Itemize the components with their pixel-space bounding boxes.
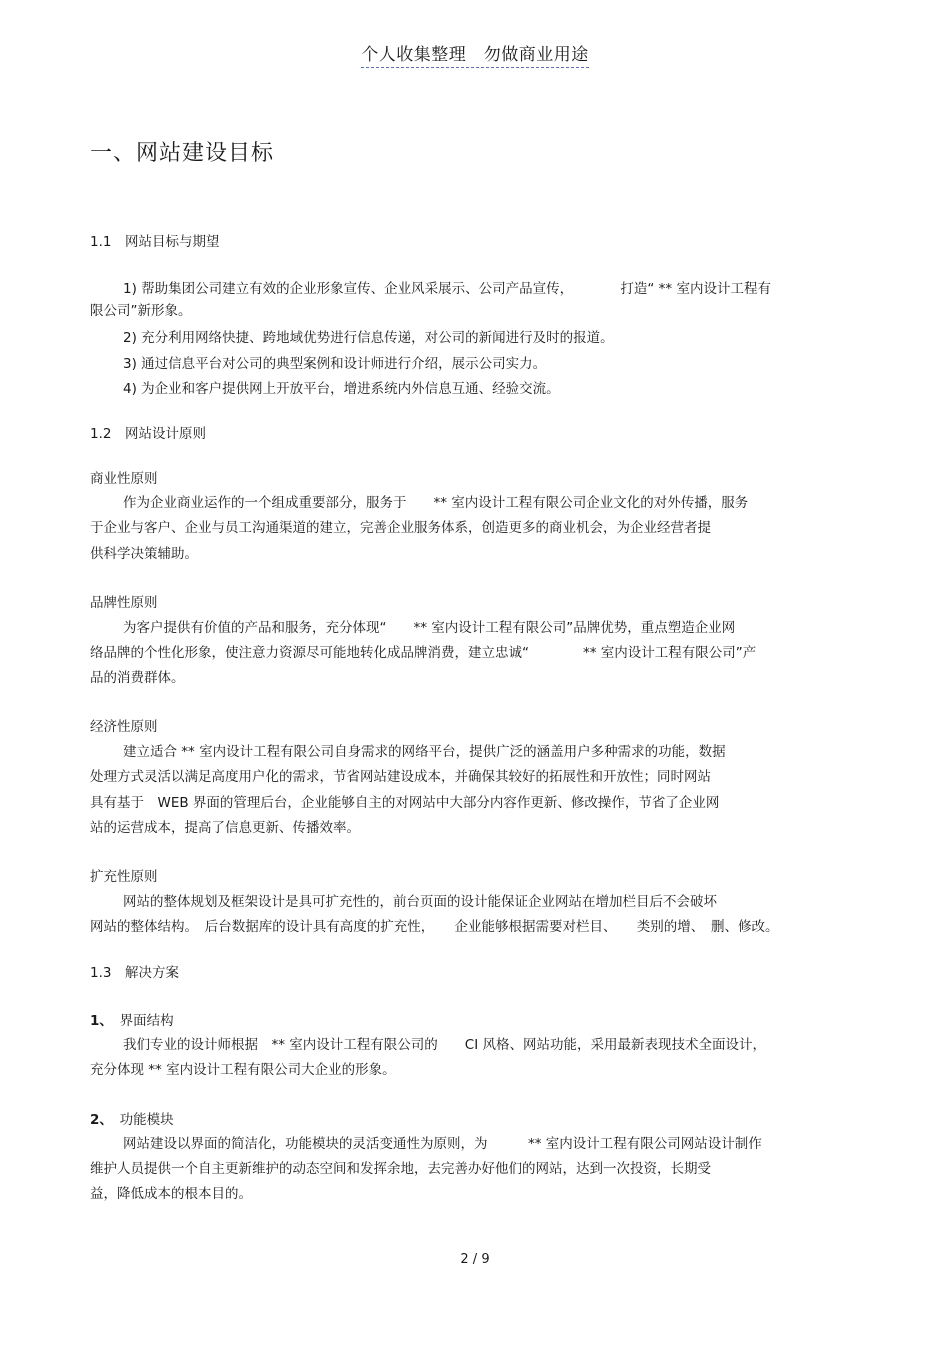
goal-item-3: 3) 通过信息平台对公司的典型案例和设计师进行介绍，展示公司实力。 (123, 356, 547, 372)
solution-item-2-label: 功能模块 (106, 1112, 174, 1128)
principle-label-brand: 品牌性原则 (90, 595, 158, 611)
principle-text-line: 于企业与客户、企业与员工沟通渠道的建立，完善企业服务体系，创造更多的商业机会，为企业经营者提 (90, 520, 711, 536)
goal-item-4: 4) 为企业和客户提供网上开放平台，增进系统内外信息互通、经验交流。 (123, 381, 560, 397)
solution-text-line: 网站建设以界面的简洁化，功能模块的灵活变通性为原则，为 ** 室内设计工程有限公司网站设计制作 (123, 1136, 762, 1152)
principle-text-line: 供科学决策辅助。 (90, 546, 198, 562)
section-heading: 一、网站建设目标 (90, 141, 275, 166)
principle-text-line: 具有基于 WEB 界面的管理后台，企业能够自主的对网站中大部分内容作更新、修改操作，节省了企业网 (90, 795, 720, 811)
solution-text-line: 我们专业的设计师根据 ** 室内设计工程有限公司的 CI 风格、网站功能，采用最新表现技术全面设计， (123, 1037, 766, 1053)
principle-label-economy: 经济性原则 (90, 719, 158, 735)
subsection-title-1-2: 1.2 网站设计原则 (90, 426, 206, 442)
header-text: 个人收集整理 勿做商业用途 (361, 40, 589, 68)
subsection-title-1-3: 1.3 解决方案 (90, 965, 179, 981)
solution-item-1-num: 1、 (90, 1013, 107, 1029)
principle-text-line: 处理方式灵活以满足高度用户化的需求，节省网站建设成本，并确保其较好的拓展性和开放性；同时网站 (90, 769, 711, 785)
goal-item-1: 1) 帮助集团公司建立有效的企业形象宣传、企业风采展示、公司产品宣传， 打造“ ** 室内设计工程有 (123, 281, 771, 297)
goal-item-1-cont: 限公司”新形象。 (90, 303, 192, 319)
principle-text-line: 络品牌的个性化形象，使注意力资源尽可能地转化成品牌消费，建立忠诚“ ** 室内设计工程有限公司”产 (90, 645, 757, 661)
principle-label-commercial: 商业性原则 (90, 471, 158, 487)
solution-item-1-label: 界面结构 (106, 1013, 174, 1029)
principle-text-line: 作为企业商业运作的一个组成重要部分，服务于 ** 室内设计工程有限公司企业文化的对外传播，服务 (123, 495, 749, 511)
solution-text-line: 维护人员提供一个自主更新维护的动态空间和发挥余地，去完善办好他们的网站，达到一次投资，长期受 (90, 1161, 711, 1177)
goal-item-2: 2) 充分利用网络快捷、跨地域优势进行信息传递，对公司的新闻进行及时的报道。 (123, 330, 614, 346)
principle-text-line: 网站的整体规划及框架设计是具可扩充性的，前台页面的设计能保证企业网站在增加栏目后不会破坏 (123, 894, 717, 910)
page-number: 2 / 9 (460, 1252, 490, 1267)
page-header (0, 40, 950, 68)
principle-text-line: 站的运营成本，提高了信息更新、传播效率。 (90, 820, 360, 836)
solution-item-1-heading (90, 1011, 174, 1031)
solution-item-2-heading (90, 1110, 174, 1130)
subsection-title-1-1: 1.1 网站目标与期望 (90, 234, 220, 250)
principle-text-line: 为客户提供有价值的产品和服务，充分体现“ ** 室内设计工程有限公司”品牌优势，重点塑造企业网 (123, 620, 736, 636)
principle-text-line: 品的消费群体。 (90, 670, 185, 686)
principle-text-line: 网站的整体结构。 后台数据库的设计具有高度的扩充性， 企业能够根据需要对栏目、 类别的增、 删、修改。 (90, 919, 779, 935)
principle-text-line: 建立适合 ** 室内设计工程有限公司自身需求的网络平台，提供广泛的涵盖用户多种需求的功能，数据 (123, 744, 726, 760)
principle-label-expand: 扩充性原则 (90, 869, 158, 885)
solution-item-2-num: 2、 (90, 1112, 107, 1128)
solution-text-line: 充分体现 ** 室内设计工程有限公司大企业的形象。 (90, 1062, 396, 1078)
solution-text-line: 益，降低成本的根本目的。 (90, 1186, 252, 1202)
